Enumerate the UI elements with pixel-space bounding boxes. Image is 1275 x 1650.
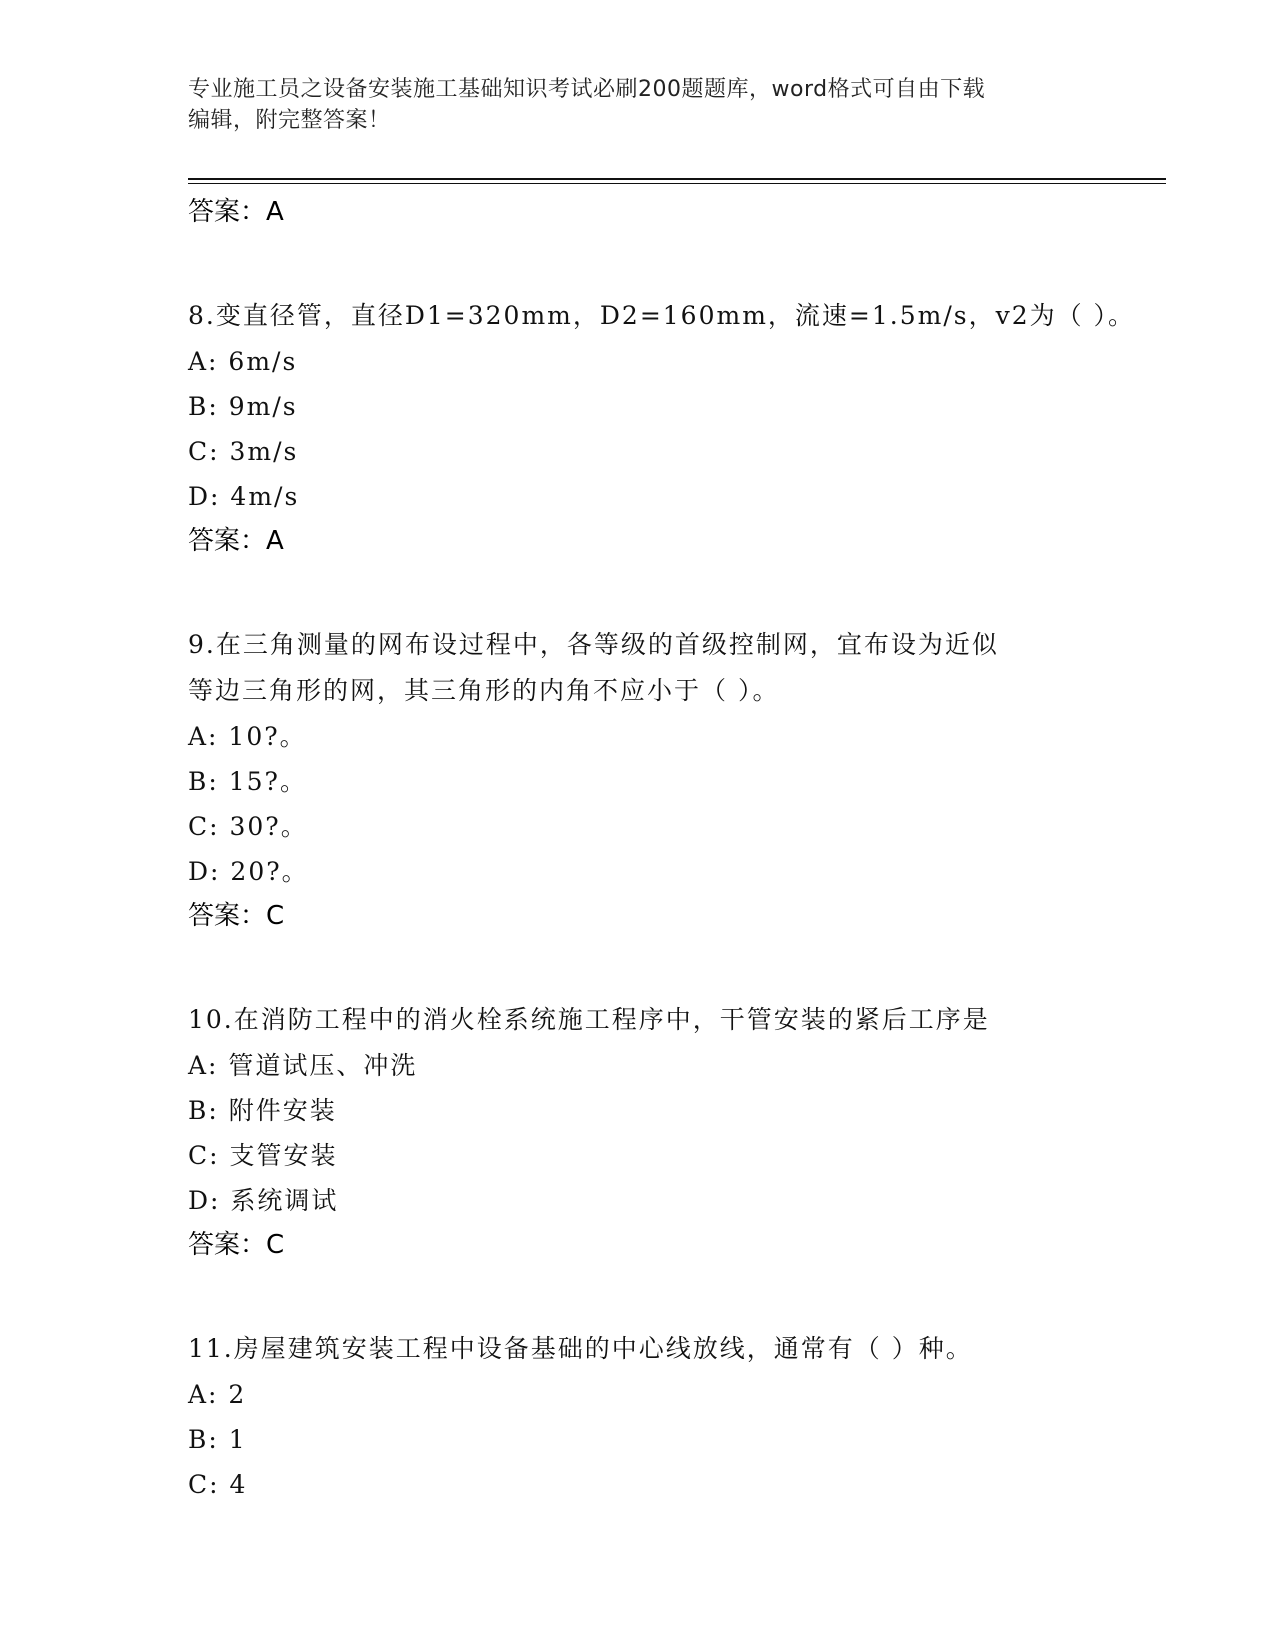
question-text: 10.在消防工程中的消火栓系统施工程序中，干管安装的紧后工序是 [188,1005,990,1034]
question-text-continued: 等边三角形的网，其三角形的内角不应小于（ ）。 [188,676,780,705]
answer-line: 答案：A [188,197,284,227]
header-line-1: 专业施工员之设备安装施工基础知识考试必刷200题题库，word格式可自由下载 [188,77,986,102]
option-b: B: 15?。 [188,767,307,796]
question-9 [188,622,1088,939]
option-b: B: 9m/s [188,392,298,421]
option-a: A: 管道试压、冲洗 [188,1051,418,1080]
question-11 [188,1326,1088,1507]
document-header [188,74,1088,136]
option-c: C: 30?。 [188,812,308,841]
option-d: D: 系统调试 [188,1186,339,1215]
answer-line: 答案：C [188,1230,285,1260]
question-text: 8.变直径管，直径D1=320mm，D2=160mm，流速=1.5m/s，v2为（ ）。 [188,301,1136,330]
option-b: B: 1 [188,1425,247,1454]
option-a: A: 6m/s [188,347,298,376]
question-10 [188,997,1088,1268]
option-d: D: 20?。 [188,857,309,886]
option-a: A: 10?。 [188,722,307,751]
option-a: A: 2 [188,1380,247,1409]
answer-line: 答案：C [188,901,285,931]
option-c: C: 4 [188,1470,248,1499]
option-c: C: 支管安装 [188,1141,338,1170]
option-b: B: 附件安装 [188,1096,337,1125]
answer-line: 答案：A [188,526,284,556]
option-d: D: 4m/s [188,482,300,511]
header-rule-thick [188,178,1166,180]
header-rule-thin [188,183,1166,184]
question-text: 9.在三角测量的网布设过程中，各等级的首级控制网，宜布设为近似 [188,630,999,659]
question-text: 11.房屋建筑安装工程中设备基础的中心线放线，通常有（ ）种。 [188,1334,973,1363]
header-line-2: 编辑，附完整答案！ [188,108,391,133]
option-c: C: 3m/s [188,437,299,466]
question-8 [188,293,1136,564]
question-list [188,190,1136,1507]
